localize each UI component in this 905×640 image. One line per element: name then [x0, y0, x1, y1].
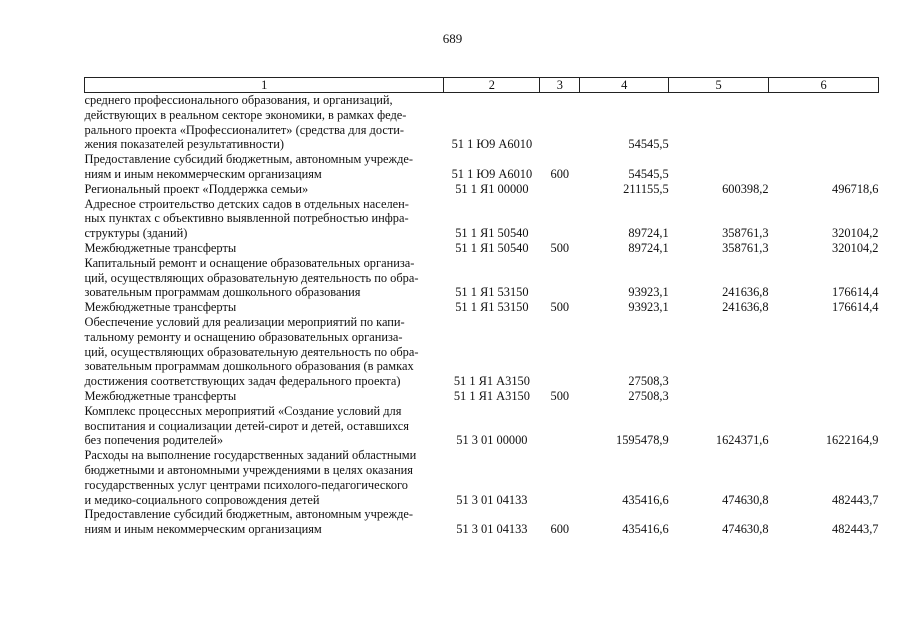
amount-col-4: 435416,6	[622, 522, 669, 537]
amount-col-4: 1595478,9	[616, 433, 669, 448]
expense-type	[540, 182, 580, 197]
amount-col-6: 482443,7	[832, 522, 879, 537]
description-line: ниям и иным некоммерческим организациям	[84, 522, 322, 537]
description-line: зовательным программам дошкольного образования (в рамках	[84, 359, 414, 374]
row-description	[85, 404, 444, 448]
column-header: 4	[580, 78, 669, 93]
table-row	[85, 300, 879, 315]
amount-col-5	[669, 152, 769, 182]
row-description	[85, 93, 444, 153]
amount-col-5: 1624371,6	[715, 433, 769, 448]
description-line: тальному ремонту и оснащению образовательных организа-	[84, 329, 403, 344]
row-description	[85, 241, 444, 256]
expense-type: 600	[550, 522, 570, 537]
expense-type	[540, 404, 580, 448]
row-description	[85, 300, 444, 315]
description-line: Предоставление субсидий бюджетным, автономным учрежде-	[84, 152, 414, 167]
description-line: ций, осуществляющих образовательную деятельность по обра-	[84, 344, 419, 359]
amount-col-6: 320104,2	[832, 226, 879, 241]
amount-col-4: 211155,5	[623, 181, 669, 196]
amount-col-5: 358761,3	[722, 226, 769, 241]
table-row	[85, 241, 879, 256]
description-line: государственных услуг центрами психолого-педагогического	[84, 477, 408, 492]
description-line: жения показателей результативности)	[84, 137, 284, 152]
table-row	[85, 507, 879, 537]
expense-type	[540, 315, 580, 389]
table-row	[85, 389, 879, 404]
expense-type	[540, 256, 580, 300]
target-code: 51 1 Я1 А3150	[453, 374, 530, 389]
description-line: Обеспечение условий для реализации мероприятий по капи-	[84, 314, 405, 329]
row-description	[85, 152, 444, 182]
amount-col-6: 176614,4	[832, 285, 879, 300]
column-header: 3	[540, 78, 580, 93]
description-line: без попечения родителей»	[84, 433, 224, 448]
column-header: 5	[669, 78, 769, 93]
description-line: Межбюджетные трансферты	[84, 300, 237, 315]
description-line: структуры (зданий)	[84, 226, 188, 241]
table-row	[85, 152, 879, 182]
description-line: рального проекта «Профессионалитет» (средства для дости-	[84, 122, 405, 137]
amount-col-4: 89724,1	[628, 226, 669, 241]
description-line: ных пунктах с объективно выявленной потребностью инфра-	[84, 211, 409, 226]
table-body	[85, 93, 879, 537]
table-row	[85, 256, 879, 300]
amount-col-6	[769, 152, 879, 182]
description-line: среднего профессионального образования, и организаций,	[84, 93, 393, 107]
target-code: 51 3 01 00000	[456, 433, 528, 448]
target-code: 51 1 Я1 00000	[455, 181, 529, 196]
amount-col-6	[769, 93, 879, 153]
target-code: 51 1 Ю9 А6010	[451, 166, 533, 181]
description-line: действующих в реальном секторе экономики, в рамках феде-	[84, 107, 407, 122]
table-row	[85, 448, 879, 507]
amount-col-6	[769, 389, 879, 404]
budget-table	[84, 77, 879, 537]
row-description	[85, 507, 444, 537]
column-header: 6	[769, 78, 879, 93]
amount-col-5	[669, 315, 769, 389]
amount-col-6	[769, 315, 879, 389]
amount-col-6: 496718,6	[832, 181, 879, 196]
description-line: ций, осуществляющих образовательную деятельность по обра-	[84, 270, 419, 285]
amount-col-5	[669, 389, 769, 404]
expense-type	[540, 197, 580, 241]
description-line: Межбюджетные трансферты	[84, 388, 237, 403]
expense-type: 500	[550, 300, 570, 315]
expense-type	[540, 93, 580, 153]
description-line: Региональный проект «Поддержка семьи»	[84, 181, 309, 196]
table-row	[85, 93, 879, 153]
amount-col-4: 27508,3	[628, 374, 669, 389]
amount-col-6: 176614,4	[832, 300, 879, 315]
table-header-row	[85, 78, 879, 93]
description-line: Межбюджетные трансферты	[84, 240, 237, 255]
description-line: Комплекс процессных мероприятий «Создание условий для	[84, 403, 402, 418]
table-row	[85, 182, 879, 197]
amount-col-4: 93923,1	[628, 300, 669, 315]
target-code: 51 3 01 04133	[456, 522, 528, 537]
column-header: 1	[85, 78, 444, 93]
expense-type: 600	[550, 166, 570, 181]
description-line: достижения соответствующих задач федерального проекта)	[84, 374, 401, 389]
target-code: 51 3 01 04133	[456, 492, 528, 507]
amount-col-4: 89724,1	[628, 240, 669, 255]
target-code: 51 1 Я1 53150	[455, 300, 529, 315]
description-line: Капитальный ремонт и оснащение образовательных организа-	[84, 255, 415, 270]
expense-type: 500	[550, 388, 570, 403]
target-code: 51 1 Ю9 А6010	[451, 137, 533, 152]
amount-col-6: 320104,2	[832, 240, 879, 255]
row-description	[85, 315, 444, 389]
description-line: бюджетными и автономными учреждениями в целях оказания	[84, 462, 413, 477]
row-description	[85, 389, 444, 404]
amount-col-4: 93923,1	[628, 285, 669, 300]
amount-col-6: 482443,7	[832, 492, 879, 507]
description-line: зовательным программам дошкольного образования	[84, 285, 361, 300]
amount-col-5: 241636,8	[722, 285, 769, 300]
row-description	[85, 256, 444, 300]
amount-col-4: 54545,5	[628, 166, 669, 181]
table-row	[85, 197, 879, 241]
page-number: 689	[442, 31, 463, 46]
row-description	[85, 448, 444, 507]
table-row	[85, 315, 879, 389]
target-code: 51 1 Я1 50540	[455, 226, 529, 241]
expense-type	[540, 448, 580, 507]
amount-col-4: 54545,5	[628, 137, 669, 152]
description-line: ниям и иным некоммерческим организациям	[84, 166, 322, 181]
target-code: 51 1 Я1 53150	[455, 285, 529, 300]
target-code: 51 1 Я1 50540	[455, 240, 529, 255]
amount-col-5: 474630,8	[722, 522, 769, 537]
row-description	[85, 182, 444, 197]
row-description	[85, 197, 444, 241]
table-row	[85, 404, 879, 448]
amount-col-5: 600398,2	[722, 181, 769, 196]
amount-col-6: 1622164,9	[825, 433, 879, 448]
description-line: и медико-социального сопровождения детей	[84, 492, 320, 507]
target-code: 51 1 Я1 А3150	[453, 388, 530, 403]
description-line: воспитания и социализации детей-сирот и детей, оставшихся	[84, 418, 409, 433]
amount-col-5	[669, 93, 769, 153]
expense-type: 500	[550, 240, 570, 255]
description-line: Расходы на выполнение государственных заданий областными	[84, 448, 417, 463]
description-line: Адресное строительство детских садов в отдельных населен-	[84, 196, 409, 211]
amount-col-5: 474630,8	[722, 492, 769, 507]
amount-col-4: 435416,6	[622, 492, 669, 507]
amount-col-5: 241636,8	[722, 300, 769, 315]
column-header: 2	[444, 78, 540, 93]
description-line: Предоставление субсидий бюджетным, автономным учрежде-	[84, 507, 414, 522]
amount-col-5: 358761,3	[722, 240, 769, 255]
amount-col-4: 27508,3	[628, 388, 669, 403]
